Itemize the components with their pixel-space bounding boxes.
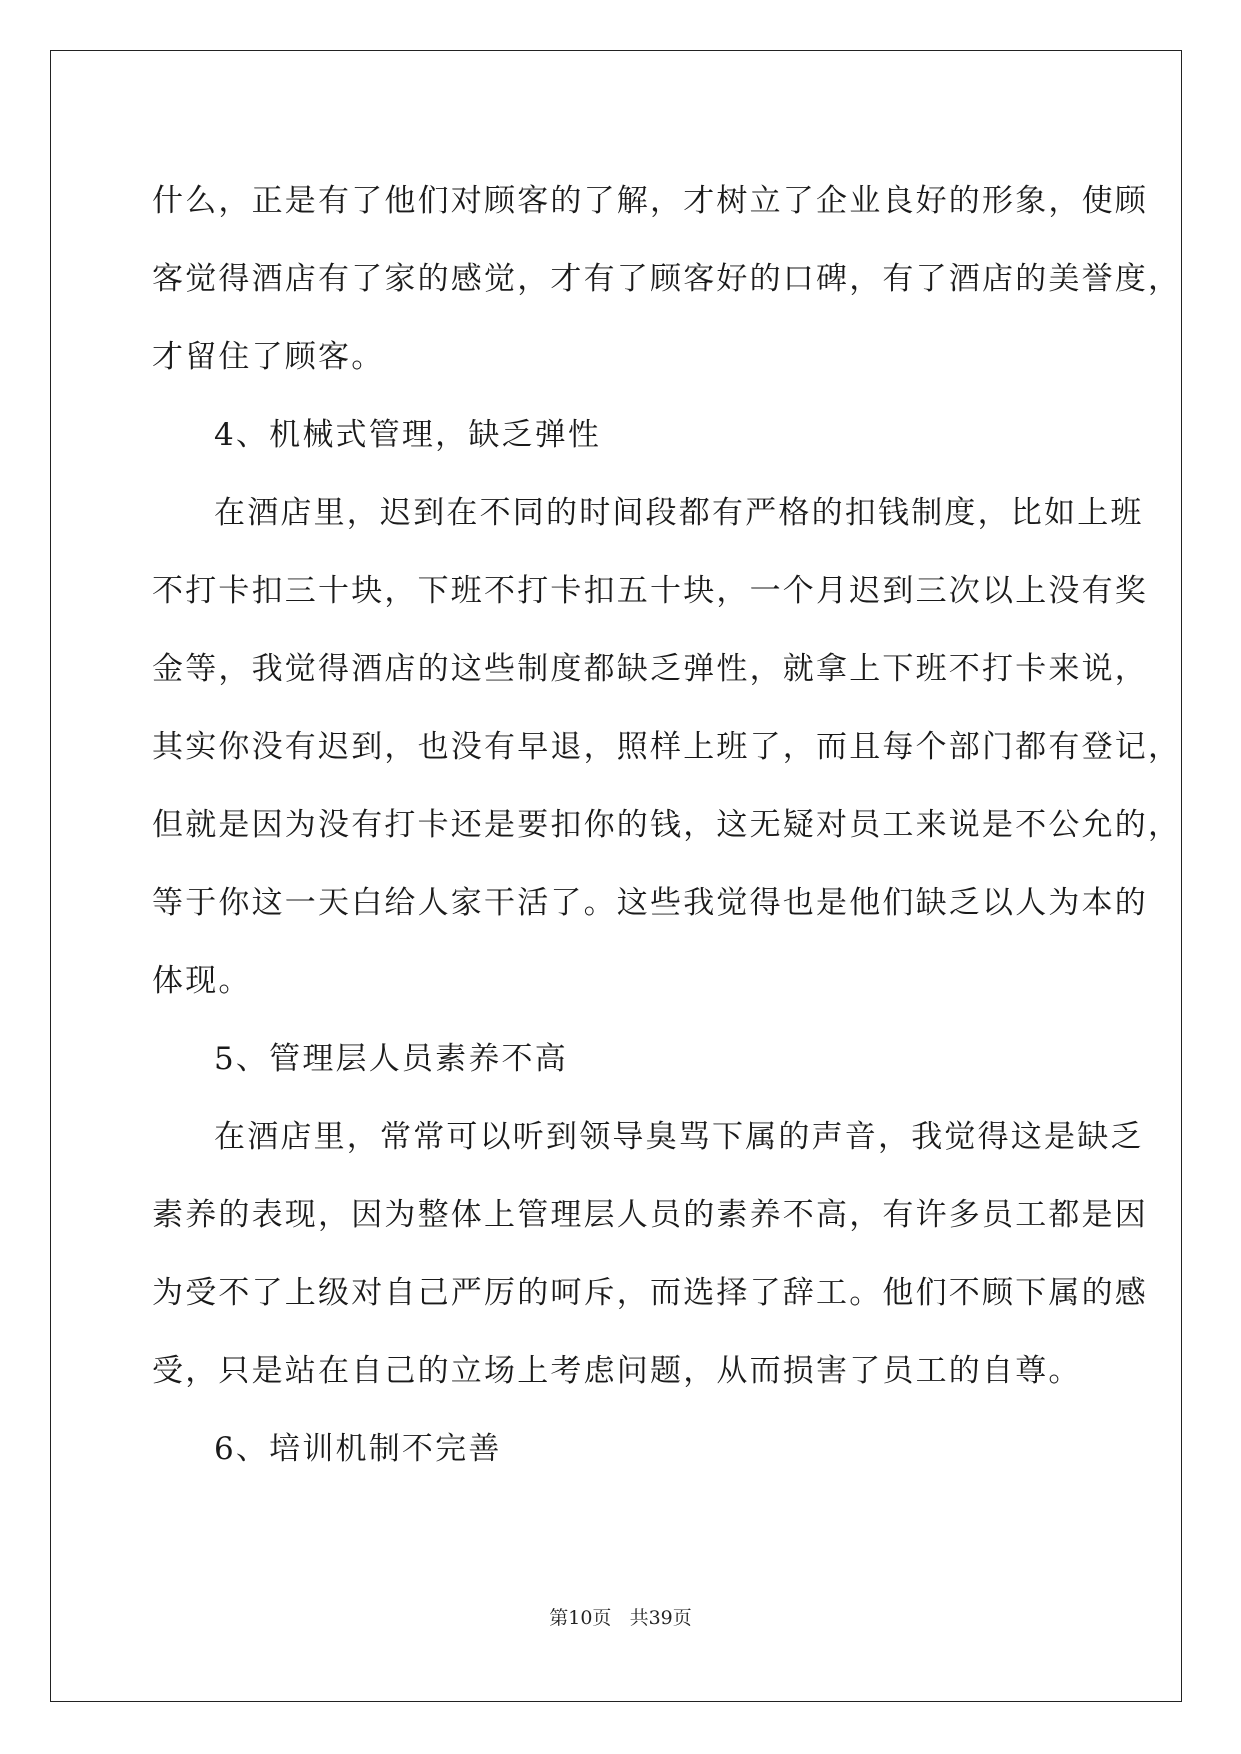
body-line-1: 什么，正是有了他们对顾客的了解，才树立了企业良好的形象，使顾 bbox=[152, 183, 1148, 219]
page-footer bbox=[0, 1606, 1241, 1630]
body-line-10: 等于你这一天白给人家干活了。这些我觉得也是他们缺乏以人为本的 bbox=[152, 885, 1148, 921]
body-line-11: 体现。 bbox=[152, 963, 252, 999]
document-body bbox=[152, 162, 1182, 1488]
page-total: 共39页 bbox=[629, 1607, 692, 1629]
page-number: 第10页 bbox=[549, 1607, 612, 1629]
body-line-13: 在酒店里，常常可以听到领导臭骂下属的声音，我觉得这是缺乏 bbox=[214, 1119, 1144, 1155]
body-line-15: 为受不了上级对自己严厉的呵斥，而选择了辞工。他们不顾下属的感 bbox=[152, 1275, 1148, 1311]
section-heading-6: 6、培训机制不完善 bbox=[214, 1431, 502, 1467]
body-line-6: 不打卡扣三十块，下班不打卡扣五十块，一个月迟到三次以上没有奖 bbox=[152, 573, 1148, 609]
section-heading-4: 4、机械式管理，缺乏弹性 bbox=[214, 417, 602, 453]
body-line-14: 素养的表现，因为整体上管理层人员的素养不高，有许多员工都是因 bbox=[152, 1197, 1148, 1233]
body-line-3: 才留住了顾客。 bbox=[152, 339, 385, 375]
body-line-7: 金等，我觉得酒店的这些制度都缺乏弹性，就拿上下班不打卡来说， bbox=[152, 651, 1148, 687]
body-line-5: 在酒店里，迟到在不同的时间段都有严格的扣钱制度，比如上班 bbox=[214, 495, 1144, 531]
body-line-9: 但就是因为没有打卡还是要扣你的钱，这无疑对员工来说是不公允的， bbox=[152, 807, 1182, 843]
section-heading-5: 5、管理层人员素养不高 bbox=[214, 1041, 568, 1077]
body-line-8: 其实你没有迟到，也没有早退，照样上班了，而且每个部门都有登记， bbox=[152, 729, 1182, 765]
body-line-2: 客觉得酒店有了家的感觉，才有了顾客好的口碑，有了酒店的美誉度， bbox=[152, 261, 1182, 297]
body-line-16: 受，只是站在自己的立场上考虑问题，从而损害了员工的自尊。 bbox=[152, 1353, 1082, 1389]
